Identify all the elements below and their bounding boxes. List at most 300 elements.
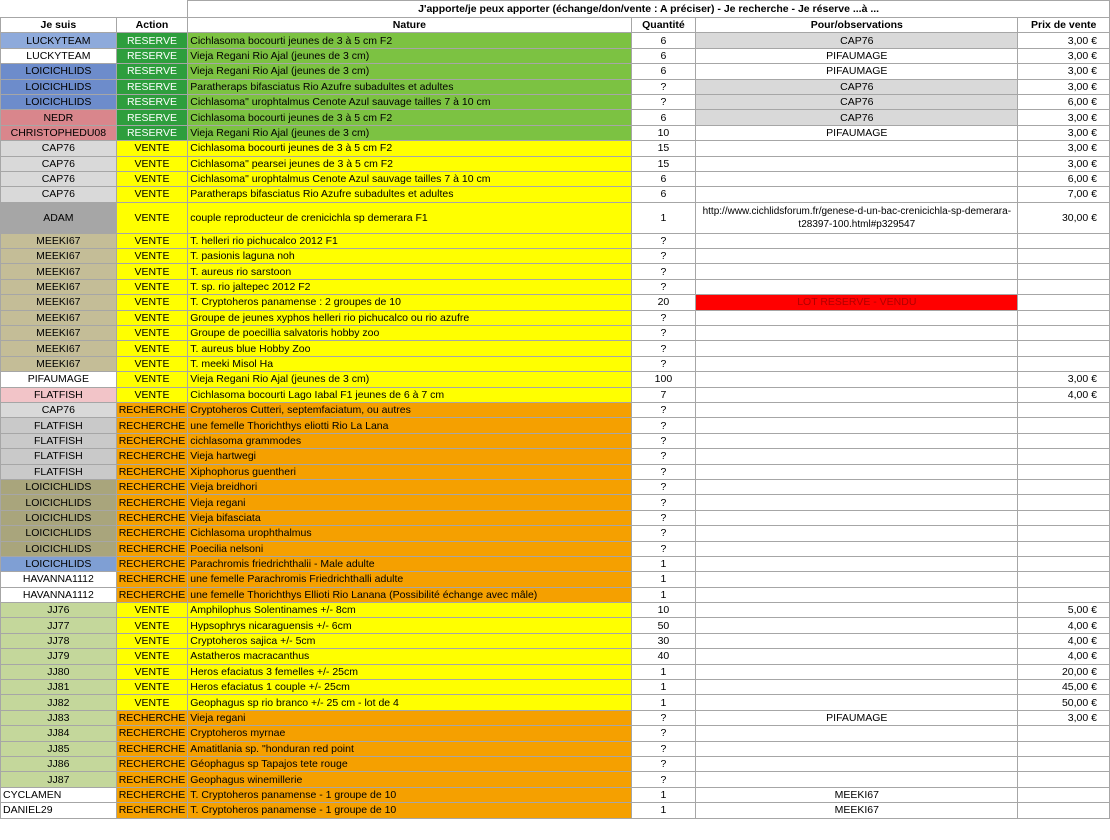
cell-observations[interactable]: CAP76 [696,33,1018,48]
cell-price[interactable] [1018,495,1110,510]
cell-nature[interactable]: Vieja Regani Rio Ajal (jeunes de 3 cm) [188,125,631,140]
cell-observations[interactable] [696,526,1018,541]
cell-nature[interactable]: Geophagus winemillerie [188,772,631,787]
cell-who[interactable]: FLATFISH [1,418,117,433]
cell-who[interactable]: LOICICHLIDS [1,94,117,109]
cell-action[interactable]: RECHERCHE [116,479,188,494]
cell-who[interactable]: DANIEL29 [1,803,117,818]
cell-price[interactable] [1018,418,1110,433]
cell-nature[interactable]: Amatitlania sp. "honduran red point [188,741,631,756]
cell-nature[interactable]: Hypsophrys nicaraguensis +/- 6cm [188,618,631,633]
cell-quantity[interactable]: ? [631,756,696,771]
cell-observations[interactable] [696,541,1018,556]
cell-quantity[interactable]: 1 [631,572,696,587]
cell-nature[interactable]: T. pasionis laguna noh [188,249,631,264]
cell-who[interactable]: JJ87 [1,772,117,787]
cell-action[interactable]: VENTE [116,279,188,294]
cell-action[interactable]: RESERVE [116,125,188,140]
cell-price[interactable] [1018,249,1110,264]
cell-quantity[interactable]: ? [631,264,696,279]
cell-action[interactable]: VENTE [116,156,188,171]
cell-price[interactable] [1018,526,1110,541]
cell-who[interactable]: LOICICHLIDS [1,510,117,525]
cell-price[interactable]: 7,00 € [1018,187,1110,202]
cell-observations[interactable] [696,156,1018,171]
cell-nature[interactable]: Parachromis friedrichthalii - Male adulte [188,556,631,571]
cell-quantity[interactable]: ? [631,233,696,248]
cell-action[interactable]: VENTE [116,295,188,310]
cell-nature[interactable]: T. helleri rio pichucalco 2012 F1 [188,233,631,248]
cell-price[interactable] [1018,772,1110,787]
cell-observations[interactable] [696,587,1018,602]
cell-price[interactable] [1018,741,1110,756]
cell-price[interactable]: 4,00 € [1018,633,1110,648]
cell-price[interactable] [1018,464,1110,479]
cell-quantity[interactable]: ? [631,741,696,756]
cell-price[interactable] [1018,556,1110,571]
cell-quantity[interactable]: 1 [631,803,696,818]
cell-price[interactable] [1018,433,1110,448]
cell-quantity[interactable]: 6 [631,171,696,186]
cell-action[interactable]: VENTE [116,249,188,264]
cell-observations[interactable] [696,233,1018,248]
header-price[interactable]: Prix de vente [1018,18,1110,33]
cell-observations[interactable] [696,326,1018,341]
cell-who[interactable]: CAP76 [1,171,117,186]
cell-price[interactable] [1018,510,1110,525]
cell-action[interactable]: RECHERCHE [116,787,188,802]
cell-nature[interactable]: T. Cryptoheros panamense - 1 groupe de 10 [188,787,631,802]
cell-who[interactable]: JJ85 [1,741,117,756]
cell-price[interactable]: 4,00 € [1018,387,1110,402]
cell-who[interactable]: LUCKYTEAM [1,33,117,48]
cell-who[interactable]: JJ82 [1,695,117,710]
cell-price[interactable] [1018,756,1110,771]
cell-price[interactable]: 4,00 € [1018,649,1110,664]
cell-observations[interactable] [696,726,1018,741]
cell-price[interactable]: 3,00 € [1018,48,1110,63]
cell-quantity[interactable]: ? [631,402,696,417]
cell-nature[interactable]: une femelle Parachromis Friedrichthalli adulte [188,572,631,587]
cell-nature[interactable]: Astatheros macracanthus [188,649,631,664]
cell-price[interactable] [1018,541,1110,556]
cell-price[interactable] [1018,356,1110,371]
cell-price[interactable]: 6,00 € [1018,171,1110,186]
cell-who[interactable]: LOICICHLIDS [1,479,117,494]
cell-quantity[interactable]: 100 [631,372,696,387]
cell-action[interactable]: VENTE [116,171,188,186]
cell-nature[interactable]: Vieja Regani Rio Ajal (jeunes de 3 cm) [188,64,631,79]
cell-nature[interactable]: une femelle Thorichthys Ellioti Rio Lanana (Possibilité échange avec mâle) [188,587,631,602]
cell-who[interactable]: FLATFISH [1,464,117,479]
cell-quantity[interactable]: 6 [631,64,696,79]
cell-nature[interactable]: Cichlasoma" urophtalmus Cenote Azul sauvage tailles 7 à 10 cm [188,94,631,109]
cell-quantity[interactable]: 10 [631,125,696,140]
cell-observations[interactable]: CAP76 [696,110,1018,125]
cell-price[interactable]: 3,00 € [1018,141,1110,156]
cell-who[interactable]: LOICICHLIDS [1,526,117,541]
cell-price[interactable] [1018,264,1110,279]
cell-who[interactable]: LOICICHLIDS [1,495,117,510]
cell-action[interactable]: RECHERCHE [116,572,188,587]
cell-who[interactable]: MEEKI67 [1,326,117,341]
cell-price[interactable]: 3,00 € [1018,79,1110,94]
cell-action[interactable]: RESERVE [116,33,188,48]
cell-observations[interactable]: MEEKI67 [696,787,1018,802]
cell-action[interactable]: VENTE [116,372,188,387]
cell-price[interactable]: 45,00 € [1018,680,1110,695]
cell-quantity[interactable]: ? [631,341,696,356]
cell-observations[interactable]: CAP76 [696,79,1018,94]
cell-nature[interactable]: Vieja hartwegi [188,449,631,464]
cell-price[interactable] [1018,326,1110,341]
cell-observations[interactable] [696,171,1018,186]
cell-action[interactable]: VENTE [116,141,188,156]
cell-who[interactable]: CAP76 [1,141,117,156]
cell-quantity[interactable]: 1 [631,587,696,602]
cell-action[interactable]: RECHERCHE [116,526,188,541]
cell-observations[interactable] [696,341,1018,356]
cell-who[interactable]: JJ76 [1,603,117,618]
cell-observations[interactable] [696,603,1018,618]
cell-price[interactable] [1018,787,1110,802]
cell-quantity[interactable]: 6 [631,187,696,202]
header-observations[interactable]: Pour/observations [696,18,1018,33]
cell-price[interactable] [1018,587,1110,602]
cell-quantity[interactable]: 20 [631,295,696,310]
cell-observations[interactable]: PIFAUMAGE [696,125,1018,140]
cell-nature[interactable]: Poecilia nelsoni [188,541,631,556]
cell-price[interactable] [1018,449,1110,464]
cell-action[interactable]: RESERVE [116,94,188,109]
cell-action[interactable]: RESERVE [116,79,188,94]
cell-quantity[interactable]: ? [631,279,696,294]
cell-observations[interactable]: PIFAUMAGE [696,48,1018,63]
cell-nature[interactable]: T. meeki Misol Ha [188,356,631,371]
cell-who[interactable]: JJ80 [1,664,117,679]
cell-who[interactable]: LOICICHLIDS [1,79,117,94]
cell-quantity[interactable]: ? [631,510,696,525]
cell-price[interactable]: 4,00 € [1018,618,1110,633]
cell-observations[interactable] [696,464,1018,479]
cell-action[interactable]: VENTE [116,187,188,202]
cell-nature[interactable]: T. aureus rio sarstoon [188,264,631,279]
cell-who[interactable]: MEEKI67 [1,310,117,325]
cell-observations[interactable] [696,387,1018,402]
cell-nature[interactable]: Groupe de poecillia salvatoris hobby zoo [188,326,631,341]
cell-observations[interactable] [696,141,1018,156]
cell-action[interactable]: RECHERCHE [116,433,188,448]
cell-action[interactable]: VENTE [116,387,188,402]
cell-action[interactable]: VENTE [116,603,188,618]
cell-nature[interactable]: Vieja Regani Rio Ajal (jeunes de 3 cm) [188,372,631,387]
cell-observations[interactable] [696,756,1018,771]
cell-quantity[interactable]: 1 [631,787,696,802]
cell-price[interactable]: 3,00 € [1018,372,1110,387]
cell-price[interactable] [1018,572,1110,587]
cell-nature[interactable]: cichlasoma grammodes [188,433,631,448]
cell-nature[interactable]: Xiphophorus guentheri [188,464,631,479]
cell-nature[interactable]: T. sp. rio jaltepec 2012 F2 [188,279,631,294]
header-nature[interactable]: Nature [188,18,631,33]
cell-action[interactable]: VENTE [116,680,188,695]
cell-quantity[interactable]: 50 [631,618,696,633]
cell-who[interactable]: JJ79 [1,649,117,664]
cell-observations[interactable] [696,649,1018,664]
cell-quantity[interactable]: 6 [631,48,696,63]
cell-price[interactable] [1018,341,1110,356]
cell-nature[interactable]: Cichlasoma bocourti jeunes de 3 à 5 cm F2 [188,33,631,48]
cell-action[interactable]: VENTE [116,341,188,356]
cell-observations[interactable] [696,356,1018,371]
cell-nature[interactable]: Amphilophus Solentinames +/- 8cm [188,603,631,618]
cell-observations[interactable] [696,187,1018,202]
cell-quantity[interactable]: ? [631,464,696,479]
cell-who[interactable]: PIFAUMAGE [1,372,117,387]
cell-nature[interactable]: Cichlasoma bocourti Lago Iabal F1 jeunes de 6 à 7 cm [188,387,631,402]
cell-who[interactable]: JJ78 [1,633,117,648]
cell-price[interactable] [1018,803,1110,818]
cell-nature[interactable]: Vieja bifasciata [188,510,631,525]
cell-who[interactable]: ADAM [1,202,117,233]
cell-action[interactable]: RESERVE [116,48,188,63]
cell-price[interactable] [1018,233,1110,248]
cell-observations[interactable] [696,249,1018,264]
cell-quantity[interactable]: ? [631,356,696,371]
cell-who[interactable]: CHRISTOPHEDU08 [1,125,117,140]
cell-who[interactable]: MEEKI67 [1,264,117,279]
cell-price[interactable] [1018,479,1110,494]
cell-quantity[interactable]: 1 [631,664,696,679]
cell-nature[interactable]: Paratheraps bifasciatus Rio Azufre subadultes et adultes [188,187,631,202]
cell-nature[interactable]: T. Cryptoheros panamense - 1 groupe de 10 [188,803,631,818]
header-action[interactable]: Action [116,18,188,33]
cell-action[interactable]: VENTE [116,264,188,279]
cell-observations[interactable] [696,664,1018,679]
cell-observations[interactable] [696,402,1018,417]
cell-nature[interactable]: Cryptoheros Cutteri, septemfaciatum, ou autres [188,402,631,417]
cell-nature[interactable]: Paratheraps bifasciatus Rio Azufre subadultes et adultes [188,79,631,94]
cell-action[interactable]: RECHERCHE [116,803,188,818]
cell-observations[interactable] [696,772,1018,787]
cell-quantity[interactable]: ? [631,433,696,448]
cell-price[interactable] [1018,279,1110,294]
cell-quantity[interactable]: ? [631,249,696,264]
cell-nature[interactable]: Heros efaciatus 3 femelles +/- 25cm [188,664,631,679]
cell-nature[interactable]: Vieja regani [188,495,631,510]
cell-nature[interactable]: couple reproducteur de crenicichla sp demerara F1 [188,202,631,233]
cell-quantity[interactable]: 40 [631,649,696,664]
cell-who[interactable]: CAP76 [1,156,117,171]
cell-nature[interactable]: Groupe de jeunes xyphos helleri rio pichucalco ou rio azufre [188,310,631,325]
cell-action[interactable]: VENTE [116,310,188,325]
cell-action[interactable]: VENTE [116,633,188,648]
cell-action[interactable]: VENTE [116,233,188,248]
cell-nature[interactable]: Vieja Regani Rio Ajal (jeunes de 3 cm) [188,48,631,63]
cell-who[interactable]: CAP76 [1,402,117,417]
cell-price[interactable]: 30,00 € [1018,202,1110,233]
cell-observations[interactable] [696,741,1018,756]
cell-price[interactable]: 50,00 € [1018,695,1110,710]
cell-observations[interactable]: PIFAUMAGE [696,710,1018,725]
cell-observations[interactable]: CAP76 [696,94,1018,109]
cell-action[interactable]: RECHERCHE [116,495,188,510]
cell-nature[interactable]: Geophagus sp rio branco +/- 25 cm - lot de 4 [188,695,631,710]
cell-nature[interactable]: Vieja regani [188,710,631,725]
cell-action[interactable]: RESERVE [116,110,188,125]
cell-price[interactable] [1018,402,1110,417]
header-who[interactable]: Je suis [1,18,117,33]
cell-who[interactable]: JJ81 [1,680,117,695]
cell-action[interactable]: VENTE [116,695,188,710]
cell-who[interactable]: JJ86 [1,756,117,771]
cell-quantity[interactable]: 15 [631,141,696,156]
cell-observations[interactable]: LOT RESERVE - VENDU [696,295,1018,310]
cell-nature[interactable]: Cryptoheros myrnae [188,726,631,741]
cell-price[interactable]: 3,00 € [1018,33,1110,48]
cell-nature[interactable]: T. Cryptoheros panamense : 2 groupes de 10 [188,295,631,310]
cell-observations[interactable] [696,633,1018,648]
cell-quantity[interactable]: 6 [631,33,696,48]
cell-who[interactable]: CYCLAMEN [1,787,117,802]
cell-price[interactable]: 3,00 € [1018,710,1110,725]
cell-action[interactable]: RECHERCHE [116,587,188,602]
cell-quantity[interactable]: 1 [631,556,696,571]
cell-who[interactable]: JJ84 [1,726,117,741]
cell-nature[interactable]: une femelle Thorichthys eliotti Rio La Lana [188,418,631,433]
cell-action[interactable]: VENTE [116,326,188,341]
cell-who[interactable]: MEEKI67 [1,356,117,371]
cell-nature[interactable]: Cichlasoma urophthalmus [188,526,631,541]
cell-quantity[interactable]: 7 [631,387,696,402]
cell-action[interactable]: RECHERCHE [116,510,188,525]
cell-action[interactable]: RECHERCHE [116,402,188,417]
cell-price[interactable] [1018,295,1110,310]
cell-nature[interactable]: Cichlasoma bocourti jeunes de 3 à 5 cm F2 [188,141,631,156]
cell-nature[interactable]: Heros efaciatus 1 couple +/- 25cm [188,680,631,695]
cell-price[interactable] [1018,726,1110,741]
cell-price[interactable]: 3,00 € [1018,125,1110,140]
cell-quantity[interactable]: ? [631,418,696,433]
cell-nature[interactable]: Géophagus sp Tapajos tete rouge [188,756,631,771]
cell-observations[interactable] [696,264,1018,279]
cell-quantity[interactable]: ? [631,726,696,741]
cell-observations[interactable] [696,495,1018,510]
cell-action[interactable]: VENTE [116,649,188,664]
cell-who[interactable]: JJ77 [1,618,117,633]
cell-who[interactable]: LOICICHLIDS [1,556,117,571]
cell-price[interactable]: 5,00 € [1018,603,1110,618]
cell-action[interactable]: VENTE [116,356,188,371]
cell-action[interactable]: RECHERCHE [116,772,188,787]
cell-nature[interactable]: Cichlasoma bocourti jeunes de 3 à 5 cm F2 [188,110,631,125]
cell-price[interactable]: 3,00 € [1018,156,1110,171]
cell-quantity[interactable]: 6 [631,110,696,125]
cell-quantity[interactable]: ? [631,541,696,556]
cell-observations[interactable]: PIFAUMAGE [696,64,1018,79]
cell-observations[interactable] [696,418,1018,433]
cell-action[interactable]: RECHERCHE [116,710,188,725]
cell-nature[interactable]: Vieja breidhori [188,479,631,494]
cell-who[interactable]: LOICICHLIDS [1,64,117,79]
cell-action[interactable]: VENTE [116,618,188,633]
cell-quantity[interactable]: 10 [631,603,696,618]
cell-nature[interactable]: Cichlasoma" pearsei jeunes de 3 à 5 cm F2 [188,156,631,171]
cell-observations[interactable] [696,449,1018,464]
cell-observations[interactable] [696,372,1018,387]
cell-quantity[interactable]: ? [631,310,696,325]
cell-observations[interactable] [696,680,1018,695]
cell-who[interactable]: FLATFISH [1,449,117,464]
cell-who[interactable]: MEEKI67 [1,279,117,294]
cell-quantity[interactable]: ? [631,495,696,510]
cell-quantity[interactable]: 1 [631,680,696,695]
cell-observations[interactable] [696,433,1018,448]
cell-action[interactable]: RESERVE [116,64,188,79]
cell-action[interactable]: RECHERCHE [116,556,188,571]
cell-price[interactable]: 20,00 € [1018,664,1110,679]
cell-price[interactable]: 3,00 € [1018,110,1110,125]
cell-who[interactable]: CAP76 [1,187,117,202]
cell-quantity[interactable]: 1 [631,202,696,233]
cell-who[interactable]: MEEKI67 [1,233,117,248]
cell-observations[interactable] [696,479,1018,494]
cell-who[interactable]: LUCKYTEAM [1,48,117,63]
cell-quantity[interactable]: 30 [631,633,696,648]
cell-observations[interactable]: MEEKI67 [696,803,1018,818]
cell-nature[interactable]: Cryptoheros sajica +/- 5cm [188,633,631,648]
cell-quantity[interactable]: ? [631,94,696,109]
cell-action[interactable]: VENTE [116,202,188,233]
cell-observations[interactable] [696,556,1018,571]
cell-quantity[interactable]: ? [631,710,696,725]
cell-observations[interactable]: http://www.cichlidsforum.fr/genese-d-un-bac-crenicichla-sp-demerara-t28397-100.html#p329547 [696,202,1018,233]
cell-observations[interactable] [696,279,1018,294]
cell-observations[interactable] [696,618,1018,633]
cell-observations[interactable] [696,695,1018,710]
cell-price[interactable] [1018,310,1110,325]
cell-action[interactable]: RECHERCHE [116,418,188,433]
cell-observations[interactable] [696,510,1018,525]
cell-observations[interactable] [696,310,1018,325]
cell-action[interactable]: RECHERCHE [116,741,188,756]
cell-quantity[interactable]: 1 [631,695,696,710]
cell-price[interactable]: 3,00 € [1018,64,1110,79]
cell-action[interactable]: RECHERCHE [116,541,188,556]
cell-who[interactable]: MEEKI67 [1,341,117,356]
cell-action[interactable]: RECHERCHE [116,726,188,741]
cell-action[interactable]: RECHERCHE [116,449,188,464]
cell-action[interactable]: RECHERCHE [116,756,188,771]
cell-action[interactable]: VENTE [116,664,188,679]
cell-who[interactable]: MEEKI67 [1,249,117,264]
cell-nature[interactable]: Cichlasoma" urophtalmus Cenote Azul sauvage tailles 7 à 10 cm [188,171,631,186]
cell-quantity[interactable]: ? [631,449,696,464]
cell-quantity[interactable]: ? [631,479,696,494]
cell-who[interactable]: MEEKI67 [1,295,117,310]
cell-action[interactable]: RECHERCHE [116,464,188,479]
cell-who[interactable]: JJ83 [1,710,117,725]
cell-who[interactable]: LOICICHLIDS [1,541,117,556]
cell-quantity[interactable]: 15 [631,156,696,171]
cell-who[interactable]: HAVANNA1112 [1,587,117,602]
cell-who[interactable]: FLATFISH [1,387,117,402]
cell-quantity[interactable]: ? [631,326,696,341]
cell-quantity[interactable]: ? [631,772,696,787]
cell-price[interactable]: 6,00 € [1018,94,1110,109]
header-quantity[interactable]: Quantité [631,18,696,33]
cell-nature[interactable]: T. aureus blue Hobby Zoo [188,341,631,356]
